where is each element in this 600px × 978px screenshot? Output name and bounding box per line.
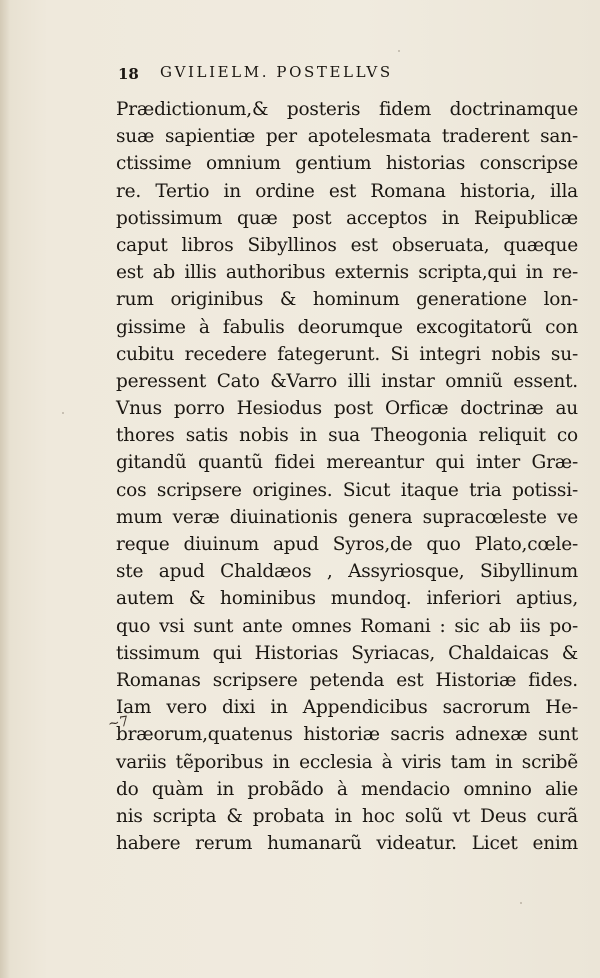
text-line: re. Tertio in ordine est Romana historia, illa	[116, 180, 578, 202]
text-line: potissimum quæ post acceptos in Reipublicæ	[116, 207, 578, 229]
text-line: suæ sapientiæ per apotelesmata traderent san-	[116, 126, 578, 148]
text-line: thores satis nobis in sua Theogonia reliquit co	[116, 425, 578, 447]
text-line: do quàm in probãdo à mendacio omnino alie	[116, 778, 578, 800]
text-line: peressent Cato &Varro illi instar omniũ essent.	[116, 370, 578, 392]
text-line: ctissime omnium gentium historias conscripse	[116, 153, 578, 175]
paper-speck	[520, 902, 522, 904]
text-line: variis tẽporibus in ecclesia à viris tam in scribẽ	[116, 751, 578, 773]
text-line: Prædictionum,& posteris fidem doctrinamque	[116, 99, 578, 120]
text-line: ste apud Chaldæos , Assyriosque, Sibyllinum	[116, 561, 578, 583]
text-line: autem & hominibus mundoq. inferiori aptius,	[116, 588, 578, 610]
handwritten-margin-mark: ~7	[106, 713, 130, 733]
text-line: cubitu recedere fategerunt. Si integri nobis su-	[116, 343, 578, 365]
text-line: Iam vero dixi in Appendicibus sacrorum He-	[116, 697, 578, 719]
page-gutter-shadow	[0, 0, 10, 978]
text-line: Vnus porro Hesiodus post Orficæ doctrinæ au	[116, 398, 578, 420]
page-number: 18	[118, 65, 139, 83]
text-line: gitandũ quantũ fidei mereantur qui inter Græ-	[116, 452, 578, 474]
text-line: nis scripta & probata in hoc solũ vt Deus curã	[116, 805, 578, 827]
text-line: cos scripsere origines. Sicut itaque tria potissi-	[116, 479, 578, 501]
text-line: rum originibus & hominum generatione lon-	[116, 289, 578, 311]
paper-speck	[62, 412, 64, 414]
text-line: Romanas scripsere petenda est Historiæ fides.	[116, 669, 578, 691]
text-line: mum veræ diuinationis genera supracœleste ve	[116, 506, 578, 528]
running-head-title: GVILIELM. POSTELLVS	[160, 63, 393, 81]
text-line: tissimum qui Historias Syriacas, Chaldaicas &	[116, 642, 578, 664]
text-line: habere rerum humanarũ videatur. Licet enim	[116, 833, 578, 855]
paper-speck	[398, 50, 400, 52]
body-text	[116, 96, 578, 857]
text-line: gissime à fabulis deorumque excogitatorũ con	[116, 316, 578, 338]
text-line: reque diuinum apud Syros,de quo Plato,cœle-	[116, 534, 578, 555]
text-line: caput libros Sibyllinos est obseruata, quæque	[116, 234, 578, 256]
text-line: est ab illis authoribus externis scripta,qui in re-	[116, 262, 578, 284]
text-line: bræorum,quatenus historiæ sacris adnexæ sunt	[116, 724, 578, 746]
text-line: quo vsi sunt ante omnes Romani : sic ab iis po-	[116, 615, 578, 637]
running-head	[118, 63, 578, 85]
